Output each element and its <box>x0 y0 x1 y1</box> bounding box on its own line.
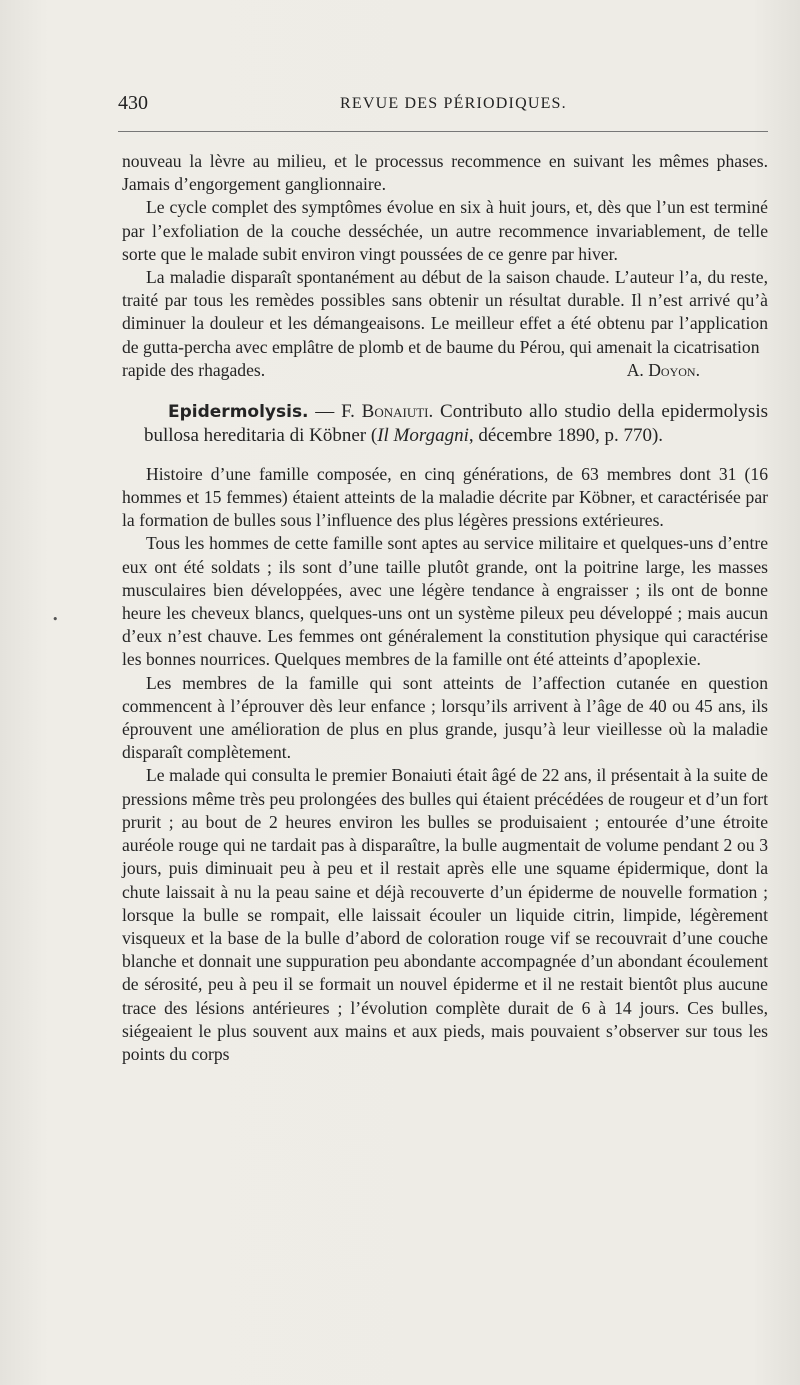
paragraph: Tous les hommes de cette famille sont aptes au service militaire et quelques-uns d’entre eux ont été soldats ; ils sont d’une taille plutôt grande, ont la poitrine large, les masses musculaires bien développées, avec une légère tendance à engraisser ; ils ont de bonne heure les cheveux blancs, quelques-uns ont un système pileux peu développé ; mais aucun d’eux n’est chauve. Les femmes ont généralement la constitution physique qui caractérise les bonnes nourrices. Quelques membres de la famille ont été atteints d’apoplexie. <box>122 533 768 670</box>
paragraph: Le malade qui consulta le premier Bonaiuti était âgé de 22 ans, il présentait à la suite de pressions même très peu prolongées des bulles qui étaient précédées de rougeur et d’un fort prurit ; au bout de 2 heures environ les bulles se produisaient ; entourée d’une étroite auréole rouge qui ne tardait pas à disparaître, la bulle augmentait de volume pendant 2 ou 3 jours, puis diminuait peu à peu et il restait après elle une squame épidermique, dont la chute laissait à nu la peau saine et déjà recouverte d’un épiderme de nouvelle formation ; lorsque la bulle se rompait, elle laissait écouler un liquide citrin, limpide, légèrement visqueux et la base de la bulle d’abord de coloration rouge vif se recouvrait d’une couche blanche et donnait une suppuration peu abondante accompagnée d’un abondant écoulement de sérosité, peu à peu il se formait un nouvel épiderme et il ne restait bientôt plus aucune trace des lésions antérieures ; l’évolution complète durait de 6 à 14 jours. Ces bulles, siégeaient le plus souvent aux mains et aux pieds, mais pouvaient s’observer sur tous les points du corps <box>122 765 768 1064</box>
heading-dash: — <box>308 401 342 423</box>
running-title: REVUE DES PÉRIODIQUES. <box>340 95 567 112</box>
paragraph: Le cycle complet des symptômes évolue en six à huit jours, et, dès que l’un est terminé par l’exfoliation de la couche desséchée, un autre recommence invariablement, de telle sorte que le malade subit environ vingt poussées de ce genre par hiver. <box>122 197 768 264</box>
margin-mark: • <box>52 613 59 626</box>
page-body <box>122 150 768 1066</box>
header-rule <box>118 131 768 132</box>
article-keyword: Epidermolysis. <box>168 402 309 423</box>
paragraph-end: rapide des rhagades. <box>122 359 266 380</box>
article-citation: , décembre 1890, p. 770). <box>468 425 664 447</box>
section-spacer <box>122 382 768 400</box>
paragraph: nouveau la lèvre au milieu, et le processus recommence en suivant les mêmes phases. Jamais d’engorgement ganglionnaire. <box>122 151 768 195</box>
paragraph: Histoire d’une famille composée, en cinq générations, de 63 membres dont 31 (16 hommes et 15 femmes) étaient atteints de la maladie décrite par Köbner, et caractérisée par la formation de bulles sous l’influence des plus légères pressions extérieures. <box>122 463 768 531</box>
page-number: 430 <box>118 92 148 114</box>
paragraph: La maladie disparaît spontanément au début de la saison chaude. L’auteur l’a, du reste, traité par tous les remèdes possibles sans obtenir un résultat durable. Il n’est arrivé qu’à diminuer la douleur et les démangeaisons. Le meilleur effet a été obtenu par l’application de gutta-percha avec emplâtre de plomb et de baume du Pérou, qui amenait la cicatrisation <box>122 267 768 357</box>
signature: A. Doyon. <box>626 359 700 380</box>
paragraph: Les membres de la famille qui sont atteints de l’affection cutanée en question commencent à l’éprouver dès leur enfance ; lorsqu’ils arrivent à l’âge de 40 ou 45 ans, ils éprouvent une amélioration de plus en plus grande, jusqu’à leur vieillesse où la maladie disparaît complètement. <box>122 672 768 763</box>
article-heading <box>122 400 768 449</box>
article-source: Il Morgagni <box>377 425 469 447</box>
heading-spacer <box>122 449 768 463</box>
article-author: F. Bonaiuti. <box>341 401 434 423</box>
article-title: Contributo allo studio della epidermolysis bullosa hereditaria di Köbner ( <box>144 401 769 447</box>
page-header <box>118 92 768 122</box>
signature-row <box>122 359 768 382</box>
